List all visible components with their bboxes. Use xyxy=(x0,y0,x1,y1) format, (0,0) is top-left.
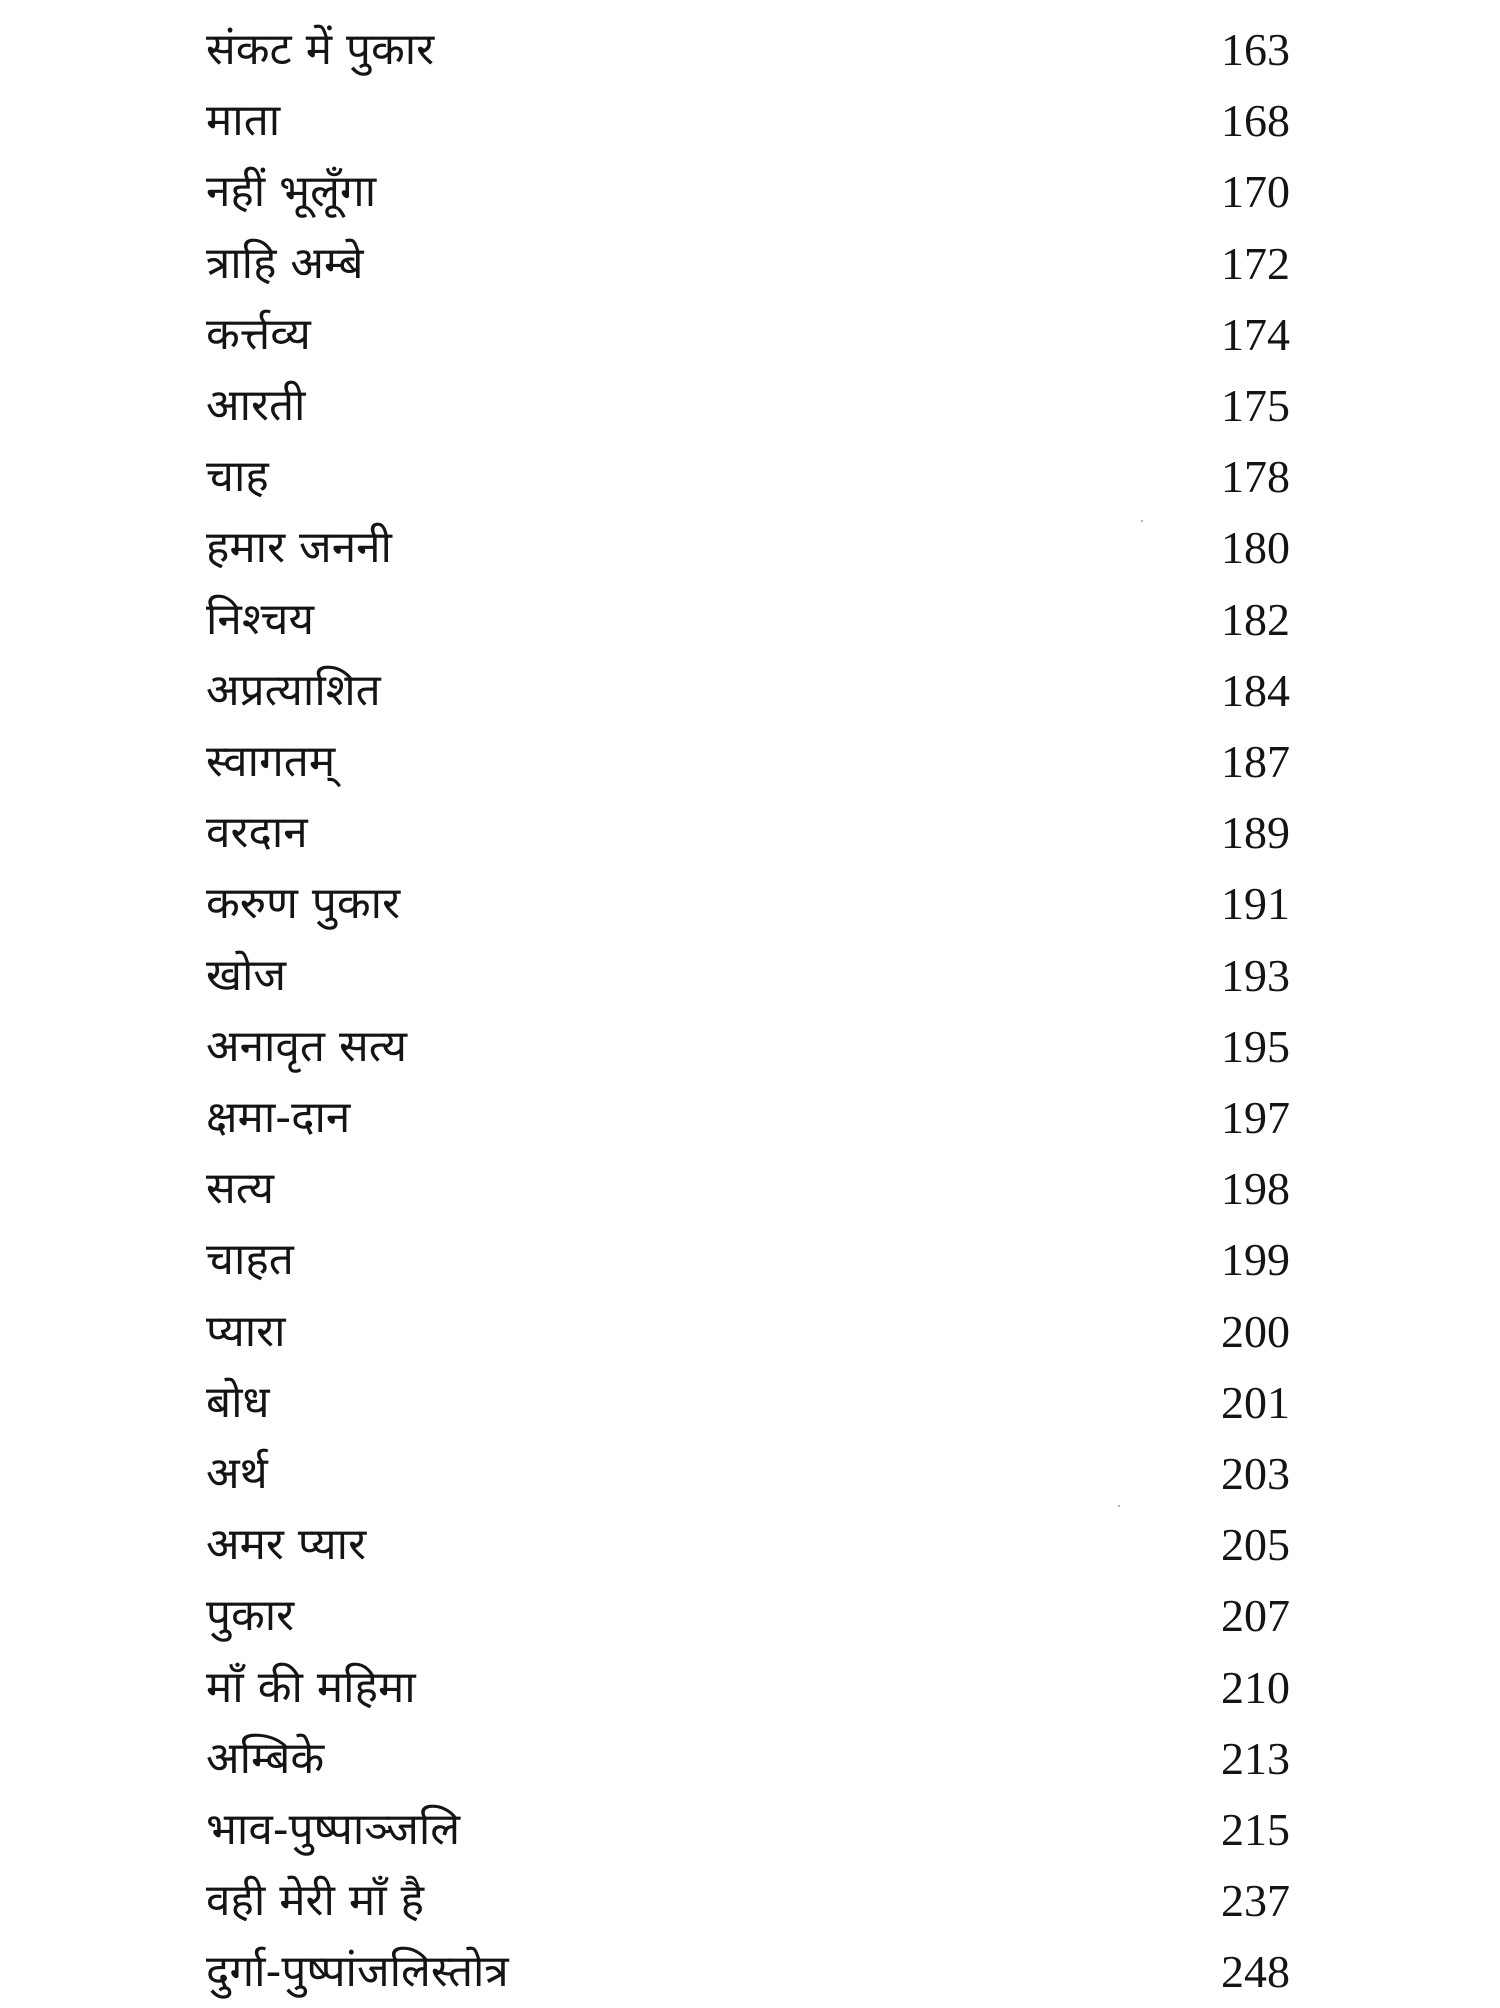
toc-entry xyxy=(0,1226,1500,1296)
toc-entry xyxy=(0,1582,1500,1652)
toc-entry-title: माँ की महिमा xyxy=(206,1662,416,1713)
toc-entry xyxy=(0,1369,1500,1439)
toc-entry-title: भाव-पुष्पाञ्जलि xyxy=(206,1804,461,1855)
toc-entry-page-number: 203 xyxy=(1221,1448,1290,1499)
toc-entry-page-number: 175 xyxy=(1221,380,1290,431)
toc-entry xyxy=(0,443,1500,513)
toc-entry-page-number: 213 xyxy=(1221,1733,1290,1784)
toc-entry-title: अर्थ xyxy=(206,1448,268,1499)
toc-entry-title: चाहत xyxy=(206,1234,294,1285)
toc-entry xyxy=(0,1298,1500,1368)
toc-entry-page-number: 201 xyxy=(1221,1377,1290,1428)
toc-entry-title: चाह xyxy=(206,451,269,502)
toc-entry-title: अमर प्यार xyxy=(206,1519,367,1570)
toc-entry-title: वरदान xyxy=(206,807,308,858)
toc-entry xyxy=(0,657,1500,727)
toc-entry xyxy=(0,1867,1500,1937)
toc-entry xyxy=(0,870,1500,940)
toc-entry xyxy=(0,16,1500,86)
toc-entry-page-number: 187 xyxy=(1221,736,1290,787)
toc-entry xyxy=(0,1440,1500,1510)
toc-entry-page-number: 170 xyxy=(1221,166,1290,217)
toc-entry-page-number: 199 xyxy=(1221,1234,1290,1285)
toc-entry xyxy=(0,1013,1500,1083)
toc-entry-title: बोध xyxy=(206,1377,270,1428)
toc-entry xyxy=(0,1796,1500,1866)
toc-entry-page-number: 248 xyxy=(1221,1946,1290,1997)
toc-entry xyxy=(0,158,1500,228)
toc-entry-page-number: 168 xyxy=(1221,95,1290,146)
toc-entry-title: हमार जननी xyxy=(206,522,392,573)
toc-entry-page-number: 184 xyxy=(1221,665,1290,716)
toc-entry xyxy=(0,1725,1500,1795)
toc-entry-page-number: 191 xyxy=(1221,878,1290,929)
toc-entry xyxy=(0,1511,1500,1581)
toc-entry xyxy=(0,230,1500,300)
toc-entry-title: करुण पुकार xyxy=(206,878,401,929)
toc-entry xyxy=(0,87,1500,157)
toc-entry-page-number: 207 xyxy=(1221,1590,1290,1641)
toc-entry xyxy=(0,1654,1500,1724)
toc-entry-title: कर्त्तव्य xyxy=(206,309,311,360)
toc-entry-title: क्षमा-दान xyxy=(206,1092,351,1143)
toc-entry-title: सत्य xyxy=(206,1163,275,1214)
toc-entry-page-number: 200 xyxy=(1221,1306,1290,1357)
toc-entry-title: आरती xyxy=(206,380,306,431)
toc-entry-page-number: 193 xyxy=(1221,950,1290,1001)
toc-entry-page-number: 182 xyxy=(1221,594,1290,645)
scan-speck xyxy=(1118,1505,1120,1507)
toc-entry xyxy=(0,799,1500,869)
toc-entry xyxy=(0,514,1500,584)
scan-speck xyxy=(1141,520,1143,522)
toc-entry xyxy=(0,1938,1500,2008)
toc-entry-page-number: 237 xyxy=(1221,1875,1290,1926)
toc-entry-page-number: 205 xyxy=(1221,1519,1290,1570)
toc-entry-title: माता xyxy=(206,95,281,146)
toc-entry-page-number: 163 xyxy=(1221,24,1290,75)
toc-entry xyxy=(0,942,1500,1012)
toc-entry-page-number: 178 xyxy=(1221,451,1290,502)
toc-entry xyxy=(0,1084,1500,1154)
toc-entry-title: अप्रत्याशित xyxy=(206,665,381,716)
toc-entry-page-number: 195 xyxy=(1221,1021,1290,1072)
toc-entry-title: नहीं भूलूँगा xyxy=(206,166,377,217)
toc-entry-title: संकट में पुकार xyxy=(206,24,435,75)
toc-entry-page-number: 215 xyxy=(1221,1804,1290,1855)
toc-entry xyxy=(0,728,1500,798)
toc-entry-title: अम्बिके xyxy=(206,1733,325,1784)
toc-entry-title: अनावृत सत्य xyxy=(206,1021,407,1072)
toc-entry xyxy=(0,372,1500,442)
toc-entry-page-number: 198 xyxy=(1221,1163,1290,1214)
toc-entry-page-number: 180 xyxy=(1221,522,1290,573)
toc-entry-page-number: 197 xyxy=(1221,1092,1290,1143)
toc-entry-title: पुकार xyxy=(206,1590,295,1641)
toc-entry-title: वही मेरी माँ है xyxy=(206,1875,424,1926)
toc-entry-page-number: 172 xyxy=(1221,238,1290,289)
toc-entry-title: प्यारा xyxy=(206,1306,286,1357)
toc-entry xyxy=(0,1155,1500,1225)
toc-entry xyxy=(0,586,1500,656)
toc-entry-page-number: 189 xyxy=(1221,807,1290,858)
toc-entry-title: त्राहि अम्बे xyxy=(206,238,364,289)
toc-entry-title: स्वागतम् xyxy=(206,736,336,787)
toc-entry-title: दुर्गा-पुष्पांजलिस्तोत्र xyxy=(206,1946,509,1997)
toc-entry-title: निश्चय xyxy=(206,594,314,645)
toc-entry-page-number: 174 xyxy=(1221,309,1290,360)
toc-entry-page-number: 210 xyxy=(1221,1662,1290,1713)
toc-entry-title: खोज xyxy=(206,950,287,1001)
toc-entry xyxy=(0,301,1500,371)
